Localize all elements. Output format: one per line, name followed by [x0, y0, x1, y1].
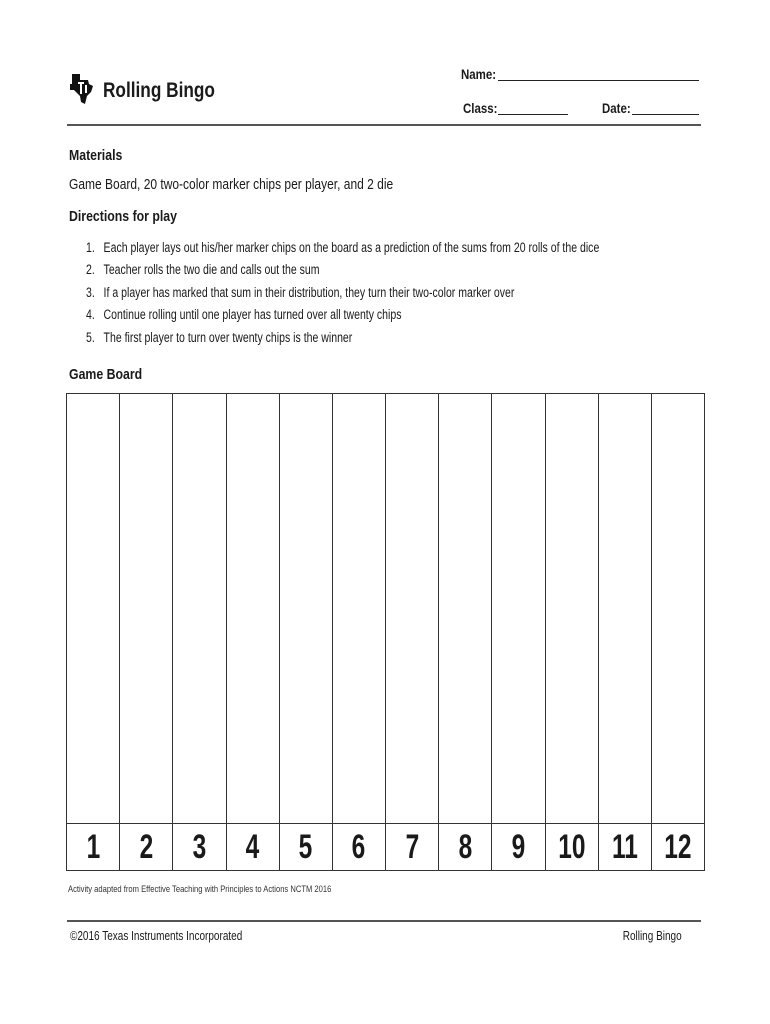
direction-item: 5. The first player to turn over twenty chips is the winner [86, 329, 353, 345]
board-column-10[interactable] [546, 394, 599, 870]
game-board [66, 393, 705, 871]
board-column-5[interactable] [280, 394, 333, 870]
name-line[interactable] [498, 80, 699, 81]
board-column-1[interactable] [67, 394, 120, 870]
direction-item: 2. Teacher rolls the two die and calls out the sum [86, 262, 320, 278]
sum-number: 10 [558, 827, 586, 866]
class-label: Class: [463, 100, 498, 116]
sum-number: 5 [298, 827, 313, 866]
board-column-4[interactable] [227, 394, 280, 870]
sum-cell [120, 823, 172, 870]
sum-cell [227, 823, 279, 870]
sum-cell [67, 823, 119, 870]
sum-number: 2 [139, 827, 154, 866]
board-column-2[interactable] [120, 394, 173, 870]
board-column-6[interactable] [333, 394, 386, 870]
sum-cell [439, 823, 491, 870]
materials-heading: Materials [69, 147, 123, 164]
board-column-9[interactable] [492, 394, 545, 870]
materials-text: Game Board, 20 two-color marker chips per player, and 2 die [69, 176, 394, 193]
sum-number: 7 [405, 827, 419, 866]
sum-cell [280, 823, 332, 870]
texas-instruments-logo-icon [68, 72, 94, 106]
sum-number: 12 [664, 827, 692, 866]
sum-number: 4 [245, 827, 260, 866]
board-column-8[interactable] [439, 394, 492, 870]
direction-item: 1. Each player lays out his/her marker chips on the board as a prediction of the sums from 20 rolls of the dice [86, 240, 600, 255]
sum-number: 8 [458, 827, 473, 866]
sum-cell [333, 823, 385, 870]
sum-number: 6 [352, 827, 366, 866]
class-line[interactable] [498, 114, 568, 115]
board-column-12[interactable] [652, 394, 704, 870]
sum-cell [652, 823, 704, 870]
activity-credit: Activity adapted from Effective Teaching with Principles to Actions NCTM 2016 [68, 884, 332, 895]
directions-list [86, 240, 744, 352]
sum-number: 1 [86, 827, 100, 866]
board-column-11[interactable] [599, 394, 652, 870]
date-label: Date: [602, 100, 631, 116]
sum-cell [386, 823, 438, 870]
sum-cell [173, 823, 225, 870]
footer-divider [67, 920, 701, 922]
directions-heading: Directions for play [69, 208, 177, 225]
footer-title: Rolling Bingo [623, 929, 682, 943]
sum-number: 11 [611, 827, 638, 866]
sum-number: 3 [192, 827, 207, 866]
sum-cell [492, 823, 544, 870]
date-line[interactable] [632, 114, 699, 115]
name-label: Name: [461, 66, 497, 82]
game-board-heading: Game Board [69, 366, 143, 383]
board-column-7[interactable] [386, 394, 439, 870]
sum-cell [599, 823, 651, 870]
document-title: Rolling Bingo [103, 79, 215, 102]
direction-item: 4. Continue rolling until one player has turned over all twenty chips [86, 307, 402, 323]
copyright-text: ©2016 Texas Instruments Incorporated [70, 929, 243, 943]
sum-cell [546, 823, 598, 870]
sum-number: 9 [511, 827, 526, 866]
board-column-3[interactable] [173, 394, 226, 870]
direction-item: 3. If a player has marked that sum in their distribution, they turn their two-color marker over [86, 284, 515, 300]
header-divider [67, 124, 701, 126]
